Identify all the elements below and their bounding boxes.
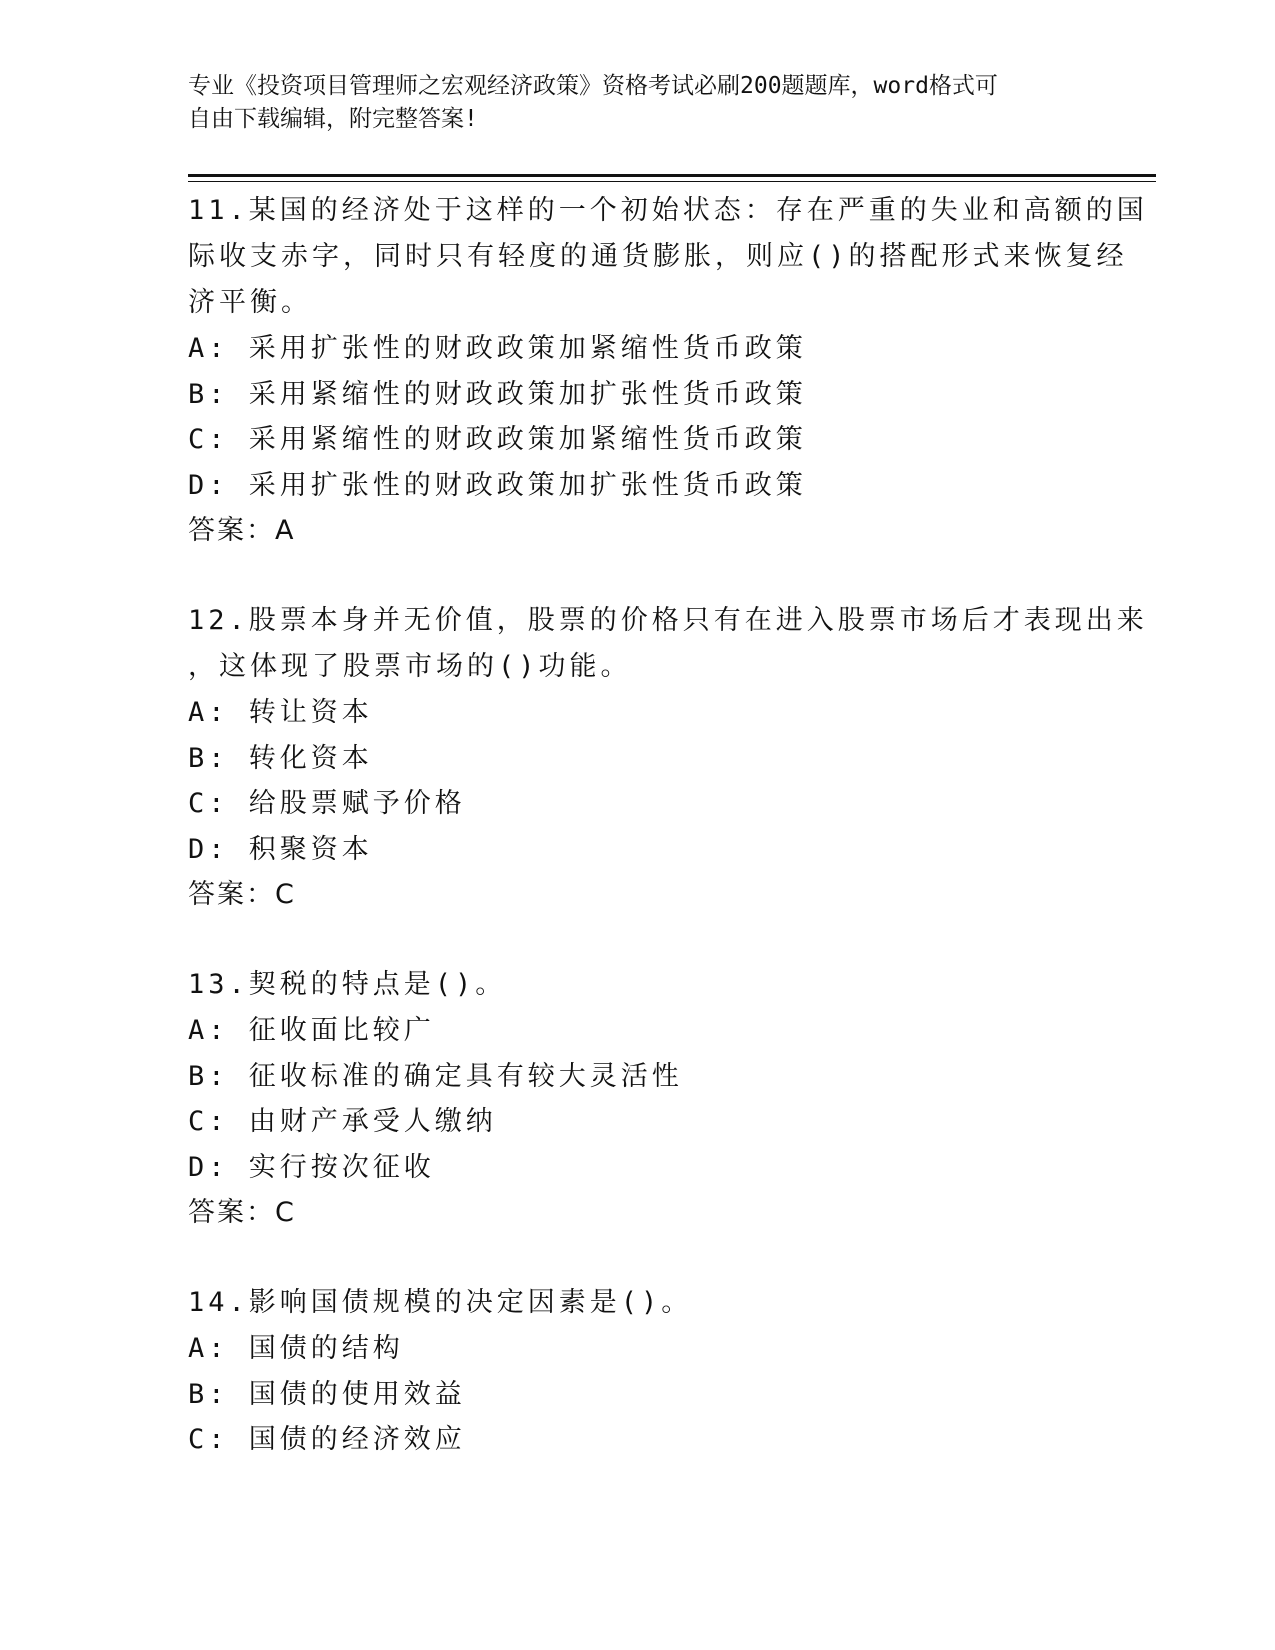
- header-divider-thin: [188, 181, 1156, 182]
- option-d: D: 实行按次征收: [188, 1151, 435, 1183]
- question-stem-line: 12.股票本身并无价值，股票的价格只有在进入股票市场后才表现出来: [188, 605, 1148, 636]
- option-d: D: 积聚资本: [188, 833, 373, 865]
- option-a: A: 国债的结构: [188, 1333, 404, 1364]
- question-spacer: [188, 1236, 1088, 1280]
- option-c: C: 采用紧缩性的财政政策加紧缩性货币政策: [188, 424, 807, 455]
- header-divider-thick: [188, 174, 1156, 177]
- answer-label: 答案：C: [188, 879, 296, 910]
- option-b: B: 国债的使用效益: [188, 1378, 466, 1410]
- option-a: A: 采用扩张性的财政政策加紧缩性货币政策: [188, 333, 807, 364]
- question-stem-line: 济平衡。: [188, 287, 312, 318]
- option-c: C: 给股票赋予价格: [188, 788, 466, 819]
- option-b: B: 转化资本: [188, 742, 373, 774]
- option-c: C: 由财产承受人缴纳: [188, 1106, 497, 1137]
- question-11: [188, 188, 1148, 554]
- question-spacer: [188, 554, 1088, 598]
- answer-label: 答案：C: [188, 1197, 296, 1228]
- document-header: [188, 70, 1088, 136]
- header-line-1: 专业《投资项目管理师之宏观经济政策》资格考试必刷200题题库，word格式可: [188, 73, 998, 99]
- question-stem-line: 13.契税的特点是()。: [188, 969, 507, 1000]
- header-line-2: 自由下载编辑，附完整答案!: [188, 106, 478, 132]
- question-12: [188, 598, 1148, 918]
- question-list: [188, 188, 1148, 1463]
- answer-label: 答案：A: [188, 515, 296, 546]
- option-a: A: 转让资本: [188, 697, 373, 728]
- question-stem-line: 际收支赤字，同时只有轻度的通货膨胀，则应()的搭配形式来恢复经: [188, 241, 1128, 272]
- question-14: [188, 1280, 1088, 1463]
- option-b: B: 采用紧缩性的财政政策加扩张性货币政策: [188, 378, 807, 410]
- option-a: A: 征收面比较广: [188, 1015, 435, 1046]
- option-b: B: 征收标准的确定具有较大灵活性: [188, 1060, 683, 1092]
- option-c: C: 国债的经济效应: [188, 1424, 466, 1455]
- question-13: [188, 962, 1088, 1236]
- option-d: D: 采用扩张性的财政政策加扩张性货币政策: [188, 469, 807, 501]
- question-stem-line: ，这体现了股票市场的()功能。: [188, 651, 632, 682]
- question-stem-line: 14.影响国债规模的决定因素是()。: [188, 1287, 693, 1318]
- question-spacer: [188, 918, 1088, 962]
- question-stem-line: 11.某国的经济处于这样的一个初始状态：存在严重的失业和高额的国: [188, 195, 1148, 226]
